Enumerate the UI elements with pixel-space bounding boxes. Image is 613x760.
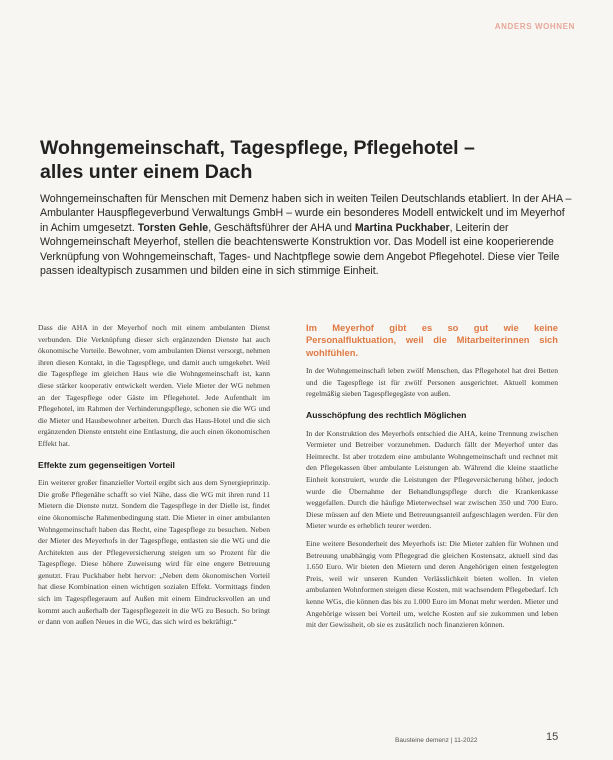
- lead-author-2: Martina Puckhaber: [354, 221, 450, 234]
- right-paragraph-1: In der Wohngemeinschaft leben zwölf Menschen, das Pflegehotel hat drei Betten und die Tagespflege ist für zwölf Personen ausgerichtet. Aktuell kommen regelmäßig sieben Tagespflegegäste von außen.: [306, 366, 558, 399]
- left-column: [38, 322, 270, 634]
- title-line-2: alles unter einem Dach: [40, 161, 253, 183]
- lead-part-1: Wohngemeinschaften für Menschen mit Demenz haben sich in weiten Teilen Deutschlands etabliert. In der AHA – Ambulanter Hauspflegeverbund Verwaltungs GmbH – wurde ein besonderes Modell entwickelt und im Meyerhof in Achim umgesetzt.: [40, 193, 572, 234]
- page-number: 15: [546, 731, 559, 743]
- right-paragraph-3: Eine weitere Besonderheit des Meyerhofs ist: Die Mieter zahlen für Wohnen und Betreuung unabhängig vom Pflegegrad die gleichen Kostensatz, aktuell sind das 1.650 Euro. Wir bieten den Mietern und deren Angehörigen einen festgelegten Preis, weil wir unseren Kunden Verlässlichkeit bieten wollen. In vielen ambulanten Wohnformen steigen diese Kosten, mit wachsendem Pflegebedarf. Ich kenne WGs, die können das bis zu 1.000 Euro im Monat mehr werden. Mieter und Angehörige wissen bei Vorteil um, welche Kosten auf sie zukommen und leben mit der Gewissheit, ob sie es zusätzlich noch finanzieren können.: [306, 538, 558, 630]
- article-title: [40, 136, 580, 184]
- lead-part-3: , Leiterin der Wohngemeinschaft Meyerhof, stellen die beachtenswerte Konstruktion vor. Das Modell ist eine kooperierende Verknüpfung von Wohngemeinschaft, Tages- und Nachtpflege sowie dem Angebot Pflegehotel. Diese vier Teile passen idealtypisch zusammen und bilden eine in sich stimmige Einheit.: [40, 221, 560, 278]
- left-subheading: Effekte zum gegenseitigen Vorteil: [38, 459, 175, 470]
- right-paragraph-2: In der Konstruktion des Meyerhofs entschied die AHA, keine Trennung zwischen Vermieter und Betreiber vorzunehmen. Dadurch fällt der Meyerhof unter das Heimrecht. Ist aber trotzdem eine ambulante Wohngemeinschaft und rechnet mit den Pflegekassen über ambulante Leistungen ab. Während die kleine staatliche Einheit konstruiert, wurde die Leistungen der Pflegeversicherung höher, jedoch wurde die Übernahme der Behandlungspflege durch die Krankenkasse weggefallen. Durch die häufige Mieterwechsel war zwischen 350 und 700 Euro. Diese müssen auf den Miete und Betreuungsanteil aufgeschlagen werden. Für den Mieter wurde es erheblich teurer werden.: [306, 428, 558, 531]
- left-paragraph-2: Ein weiterer großer finanzieller Vorteil ergibt sich aus dem Synergieprinzip. Die große Pflegenähe schafft so viel Nähe, dass die WG mit ihren rund 11 Mietern die Dienste nutzt. Sondern die Tagespflege in der Dielle ist, findet eine ökonomische Rahmenbedingung statt. Die Mieter in einer ambulanten Wohngemeinschaft haben das Recht, eine Tagespflege zu besuchen. Neben der Mieter des Meyerhofs in der Tagespflege, entlasten sie die WG und die Architekten aus der Pflegeversicherung steigen um so Prozent für die Tagespflege. Diese höhere Zuweisung wird für eine engere Betreuung genutzt. Frau Puckhaber hebt hervor: „Neben dem ökonomischen Vorteil hat diese Kombination einen wichtigen sozialen Effekt. Vormittags finden sich im Tagespflegeraum auf Außen mit einem Eindrucksvollen an und kommt auch außerhalb der Tagespflegezeit in die WG zu Besuch. So bringt er dann von außen Neues in die WG, das sich wird es bekräftigt.“: [38, 478, 270, 627]
- section-tag: ANDERS WOHNEN: [494, 22, 575, 31]
- article-lead: [40, 192, 575, 278]
- lead-author-1: Torsten Gehle: [137, 221, 209, 234]
- pull-quote: Im Meyerhof gibt es so gut wie keine Personalfluktuation, weil die Mitarbeiterinnen sich wohlfühlen.: [306, 322, 558, 358]
- title-line-1: Wohngemeinschaft, Tagespflege, Pflegehotel –: [40, 137, 475, 159]
- left-paragraph-1: Dass die AHA in der Meyerhof noch mit einem ambulanten Dienst verbunden. Die Verknüpfung dieser sich ergänzenden Dienste hat auch ökonomische Vorteile. Bewohner, vom ambulanten Dienst versorgt, nehmen ihren diesen Kontakt, in die Tagespflege, und damit auch umgekehrt. Weil die Tagespflege im gleichen Haus wie die Wohngemeinschaft ist, kann diese stärker kooperativ entwickelt werden. Viele Mieter der WG nehmen an der Tagespflege oder Gäste im Pflegehotel. Jede Aufenthalt im Pflegehotel, im Rahmen der Verhinderungspflege, schonen sie die WG und die Mieter und Hausbewohner arbeiten. Durch das Haus-Hotel und die sich ergänzenden Dienste entsteht eine Entlastung, die auch einen ökonomischen Effekt hat.: [38, 323, 270, 448]
- publication-footer: Bausteine demenz | 11-2022: [395, 737, 478, 744]
- right-subheading: Ausschöpfung des rechtlich Möglichen: [306, 410, 467, 420]
- right-column: [306, 322, 558, 637]
- lead-part-2: , Geschäftsführer der AHA und: [208, 221, 355, 234]
